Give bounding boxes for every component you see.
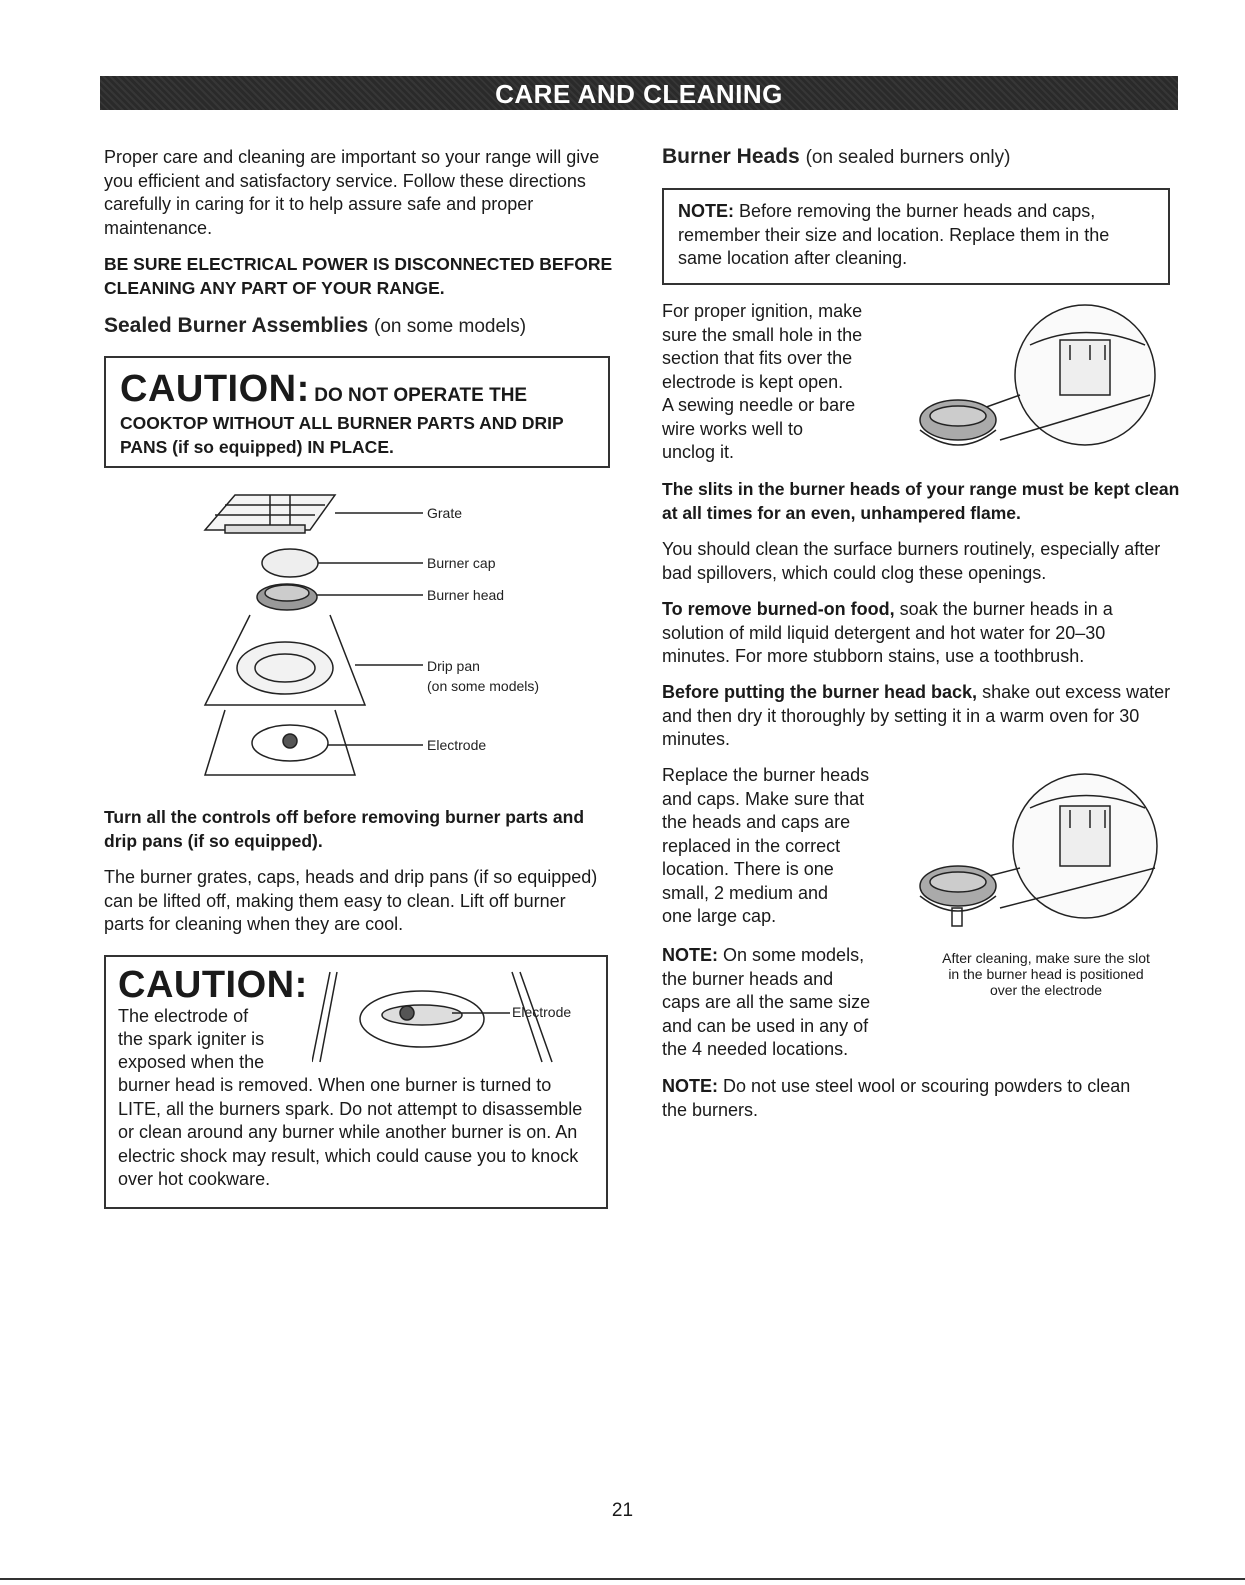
- routine-paragraph: You should clean the surface burners routinely, especially after bad spillovers, which could clog these openings.: [662, 539, 1161, 583]
- note2-label: NOTE:: [662, 945, 718, 965]
- caution2-electrode-label: Electrode: [512, 1004, 572, 1020]
- lift-off-paragraph: The burner grates, caps, heads and drip pans (if so equipped) can be lifted off, making them easy to clean. Lift off burner parts for cleaning when they are cool.: [104, 867, 598, 934]
- electrode-illustration: [312, 967, 602, 1067]
- note2-line: the 4 needed locations.: [662, 1039, 849, 1059]
- note2-line: caps are all the same size: [662, 992, 871, 1012]
- burner-slot-illustration: [910, 768, 1180, 943]
- note2-line: and can be used in any of: [662, 1015, 869, 1036]
- label-burner-cap: Burner cap: [427, 555, 496, 571]
- ignition-paragraph: [662, 300, 902, 465]
- caution2-line-1: The electrode of: [118, 1006, 249, 1026]
- burner-heads-title-text: Burner Heads: [662, 145, 800, 168]
- caution-text-1: COOKTOP WITHOUT ALL BURNER PARTS AND DRIP PANS (if so equipped) IN PLACE.: [120, 413, 564, 457]
- label-grate: Grate: [427, 505, 463, 521]
- caution-word-1: CAUTION:: [120, 368, 310, 410]
- caution-lead-1: DO NOT OPERATE THE: [314, 385, 528, 406]
- note1-label: NOTE:: [678, 201, 734, 221]
- remove-paragraph: [662, 598, 1177, 669]
- note2-line: On some models,: [723, 945, 865, 965]
- label-burner-head: Burner head: [427, 587, 505, 603]
- burner-heads-subtitle: (on sealed burners only): [805, 147, 1011, 168]
- caution2-text: burner head is removed. When one burner is turned to LITE, all the burners spark. Do not attempt to disassemble or clean around any burner while another burner is on. An electric shock may result, which could cause you to knock over hot cookware.: [118, 1075, 583, 1189]
- caution2-line-3: exposed when the: [118, 1052, 265, 1072]
- ignition-line: For proper ignition, make: [662, 301, 863, 321]
- note3-paragraph: [662, 1075, 1132, 1122]
- replace-line: one large cap.: [662, 906, 777, 926]
- power-warning: BE SURE ELECTRICAL POWER IS DISCONNECTED BEFORE CLEANING ANY PART OF YOUR RANGE.: [104, 254, 613, 298]
- replace-line: the heads and caps are: [662, 812, 851, 832]
- drip-pan-illustration: [205, 615, 365, 705]
- page-number: 21: [611, 1500, 634, 1521]
- label-drip-pan-note: (on some models): [427, 678, 540, 694]
- ignition-line: electrode is kept open.: [662, 371, 844, 392]
- ignition-line: sure the small hole in the: [662, 324, 863, 345]
- caution2-line-2: the spark igniter is: [118, 1029, 265, 1049]
- note-box-1: [662, 188, 1170, 285]
- caption-line: in the burner head is positioned: [948, 966, 1144, 982]
- slits-paragraph: The slits in the burner heads of your range must be kept clean at all times for an even, unhampered flame.: [662, 479, 1180, 523]
- caution-box-2: [104, 955, 608, 1209]
- sealed-burner-title-text: Sealed Burner Assemblies: [104, 314, 369, 337]
- replace-paragraph: [662, 764, 912, 929]
- replace-line: and caps. Make sure that: [662, 788, 865, 809]
- banner-title: CARE AND CLEANING: [495, 79, 783, 109]
- sealed-burner-subtitle: (on some models): [374, 316, 527, 337]
- note1-text: Before removing the burner heads and caps, remember their size and location. Replace them in the same location after cleaning.: [678, 201, 1110, 268]
- caption-line: over the electrode: [989, 982, 1103, 998]
- ignition-line: section that fits over the: [662, 348, 853, 368]
- note2-line: the burner heads and: [662, 968, 834, 989]
- remove-text: soak the burner heads in a solution of mild liquid detergent and hot water for 20–30 minutes. For more stubborn stains, use a toothbrush.: [662, 599, 1113, 666]
- note3-label: NOTE:: [662, 1076, 718, 1096]
- burner-cap-illustration: [262, 549, 318, 577]
- caution-word-2: CAUTION:: [118, 964, 308, 1006]
- caution-box-1: [104, 356, 610, 468]
- label-electrode: Electrode: [427, 737, 487, 753]
- ignition-line: A sewing needle or bare: [662, 395, 856, 415]
- burner-assembly-diagram: [195, 485, 555, 790]
- before-lead: Before putting the burner head back,: [662, 682, 978, 702]
- intro-paragraph: Proper care and cleaning are important so your range will give you efficient and satisfactory service. Follow these directions carefully in caring for it to help assure safe and proper maintenance.: [104, 147, 600, 238]
- replace-line: replaced in the correct: [662, 835, 841, 856]
- figure-caption: [918, 950, 1174, 998]
- label-drip-pan: Drip pan: [427, 658, 480, 674]
- before-paragraph: [662, 681, 1177, 752]
- section-banner: [100, 76, 1178, 110]
- bottom-rule: [0, 1578, 1245, 1580]
- burner-hole-illustration: [910, 300, 1180, 470]
- before-text: shake out excess water and then dry it thoroughly by setting it in a warm oven for 30 minutes.: [662, 682, 1171, 749]
- grate-illustration: [205, 495, 335, 533]
- replace-line: Replace the burner heads: [662, 765, 870, 785]
- turn-off-warning: Turn all the controls off before removing burner parts and drip pans (if so equipped).: [104, 807, 585, 851]
- remove-lead: To remove burned-on food,: [662, 599, 895, 619]
- burner-head-illustration: [257, 584, 317, 610]
- electrode-base-illustration: [205, 710, 355, 775]
- replace-line: small, 2 medium and: [662, 882, 829, 903]
- replace-line: location. There is one: [662, 859, 834, 879]
- ignition-line: unclog it.: [662, 442, 735, 462]
- ignition-line: wire works well to: [662, 418, 804, 439]
- burner-heads-title: [662, 145, 1010, 169]
- caption-line: After cleaning, make sure the slot: [942, 950, 1150, 966]
- note3-text: Do not use steel wool or scouring powders to clean the burners.: [662, 1076, 1131, 1120]
- note2-paragraph: [662, 944, 912, 1062]
